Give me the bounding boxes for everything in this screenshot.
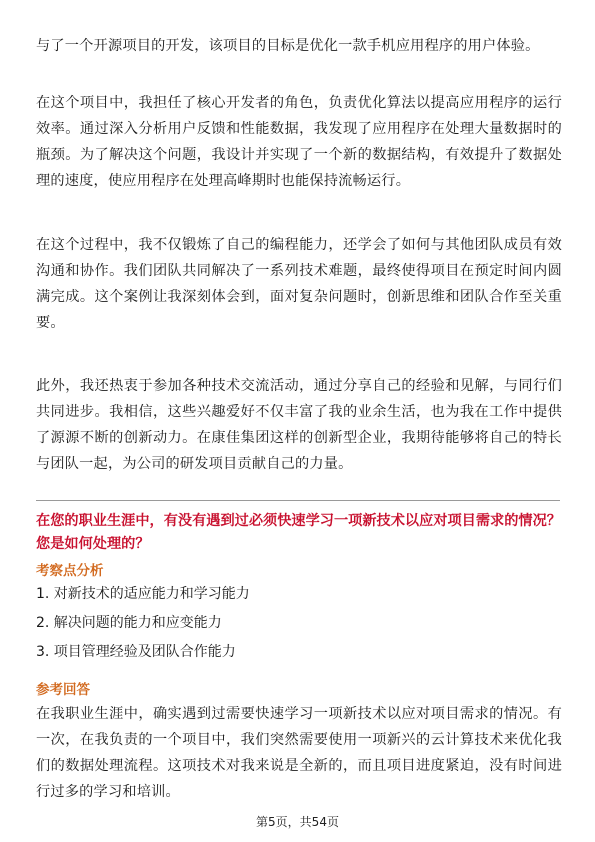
answer-paragraph: 在我职业生涯中，确实遇到过需要快速学习一项新技术以应对项目需求的情况。有一次，在我负责的一个项目中，我们突然需要使用一项新兴的云计算技术来优化我们的数据处理流程。这项技术对我来说是全新的，而且项目进度紧迫，没有时间进行过多的学习和培训。 — [36, 706, 562, 800]
paragraph-project-role: 在这个项目中，我担任了核心开发者的角色，负责优化算法以提高应用程序的运行效率。通过深入分析用户反馈和性能数据，我发现了应用程序在处理大量数据时的瓶颈。为了解决这个问题，我设计并实现了一个新的数据结构，有效提升了数据处理的速度，使应用程序在处理高峰期时也能保持流畅运行。 — [36, 95, 562, 189]
paragraph-intro-continued: 与了一个开源项目的开发，该项目的目标是优化一款手机应用程序的用户体验。 — [36, 38, 540, 54]
interview-question: 在您的职业生涯中，有没有遇到过必须快速学习一项新技术以应对项目需求的情况？您是如何处理的？ — [36, 513, 561, 552]
page-number: 第5页，共54页 — [256, 815, 339, 829]
analysis-item: 2. 解决问题的能力和应变能力 — [36, 615, 222, 631]
paragraph-hobbies: 此外，我还热衷于参加各种技术交流活动，通过分享自己的经验和见解，与同行们共同进步。我相信，这些兴趣爱好不仅丰富了我的业余生活，也为我在工作中提供了源源不断的创新动力。在康佳集团这样的创新型企业，我期待能够将自己的特长与团队一起，为公司的研发项目贡献自己的力量。 — [36, 378, 562, 472]
answer-heading: 参考回答 — [36, 682, 90, 698]
section-divider — [36, 500, 560, 501]
analysis-item: 3. 项目管理经验及团队合作能力 — [36, 644, 236, 660]
analysis-heading: 考察点分析 — [36, 563, 104, 579]
analysis-item: 1. 对新技术的适应能力和学习能力 — [36, 586, 250, 602]
paragraph-teamwork: 在这个过程中，我不仅锻炼了自己的编程能力，还学会了如何与其他团队成员有效沟通和协作。我们团队共同解决了一系列技术难题，最终使得项目在预定时间内圆满完成。这个案例让我深刻体会到，面对复杂问题时，创新思维和团队合作至关重要。 — [36, 237, 562, 331]
